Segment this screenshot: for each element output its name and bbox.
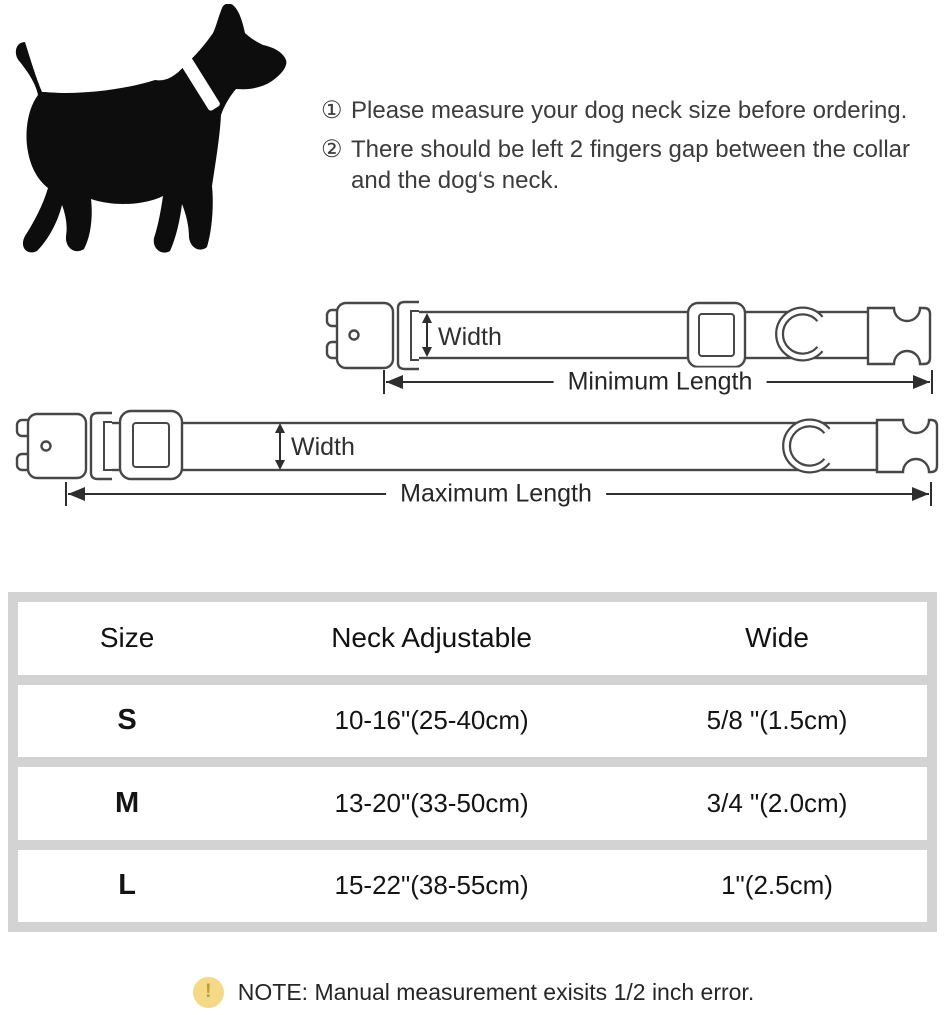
size-value: S	[117, 704, 137, 737]
instruction-text: There should be left 2 fingers gap between the collar and the dog‘s neck.	[351, 136, 911, 194]
tri-glide-slider	[688, 303, 745, 367]
size-table	[8, 592, 937, 932]
dog-silhouette	[8, 4, 292, 262]
wide-value: 3/4 "(2.0cm)	[706, 787, 848, 818]
collar-diagram-max	[15, 406, 940, 484]
side-release-buckle-male	[868, 308, 930, 364]
exclamation-icon: !	[193, 977, 224, 1008]
maximum-length-label: Maximum Length	[386, 480, 606, 509]
maximum-length-dimension	[52, 479, 940, 509]
collar-diagram-min	[325, 296, 947, 374]
side-release-buckle-female	[327, 302, 419, 369]
instruction-item-1	[321, 95, 943, 126]
collar-strap	[105, 423, 877, 470]
instruction-number: ①	[321, 97, 343, 124]
note-text: NOTE: Manual measurement exisits 1/2 inch error.	[237, 978, 755, 1005]
side-release-buckle-female	[17, 413, 112, 479]
instructions	[321, 95, 943, 204]
instruction-text: Please measure your dog neck size before ordering.	[351, 97, 908, 124]
minimum-length-label: Minimum Length	[554, 368, 767, 397]
size-value: L	[118, 869, 136, 902]
neck-value: 10-16"(25-40cm)	[334, 705, 529, 736]
table-row-m	[18, 767, 927, 840]
wide-value: 1"(2.5cm)	[721, 870, 833, 901]
table-row-l	[18, 850, 927, 923]
width-label: Width	[438, 323, 502, 351]
minimum-length-dimension	[372, 367, 947, 397]
note-row	[0, 972, 947, 1012]
neck-value: 15-22"(38-55cm)	[334, 870, 529, 901]
width-label: Width	[291, 433, 355, 461]
instruction-number: ②	[321, 136, 343, 163]
size-table-header-row	[18, 602, 927, 675]
size-value: M	[114, 786, 140, 819]
tri-glide-slider	[120, 411, 182, 479]
table-row-s	[18, 685, 927, 758]
header-size: Size	[99, 622, 155, 654]
header-neck-adjustable: Neck Adjustable	[331, 622, 532, 654]
neck-value: 13-20"(33-50cm)	[334, 787, 529, 818]
dog-body	[16, 4, 287, 253]
header-wide: Wide	[745, 622, 809, 654]
instruction-item-2	[321, 134, 943, 196]
wide-value: 5/8 "(1.5cm)	[706, 705, 848, 736]
side-release-buckle-male	[877, 420, 937, 472]
